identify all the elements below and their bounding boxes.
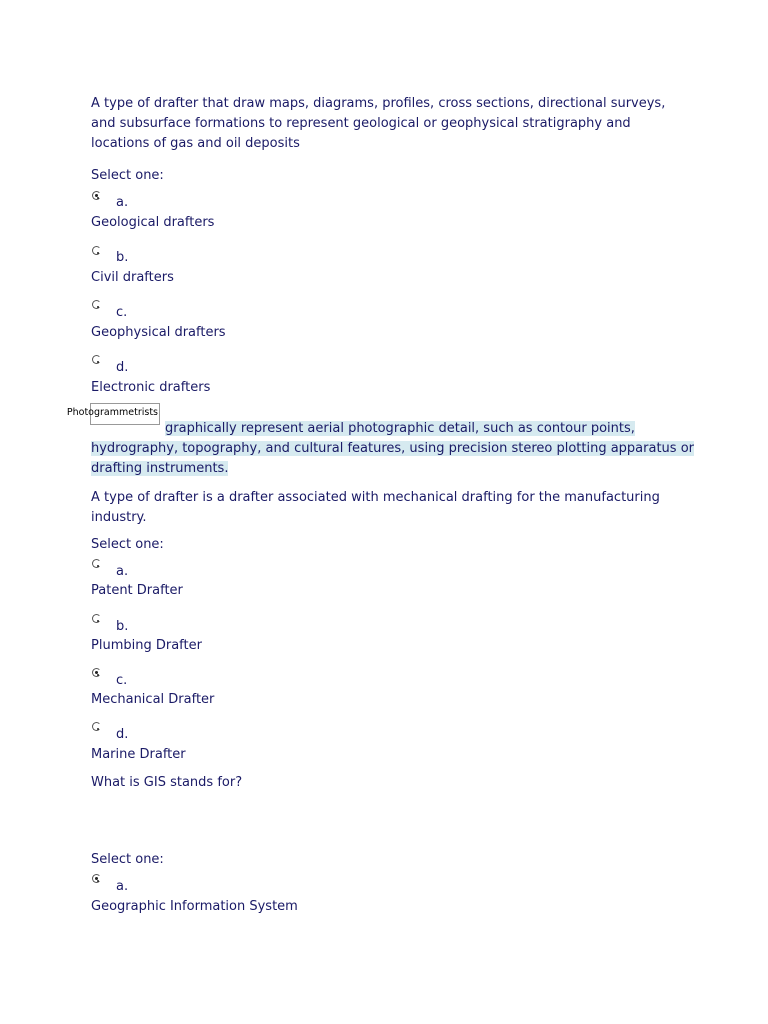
option-label: Geophysical drafters bbox=[91, 325, 226, 340]
radio-checked-icon[interactable] bbox=[92, 668, 101, 677]
radio-checked-icon[interactable] bbox=[92, 874, 101, 883]
radio-icon[interactable] bbox=[92, 300, 101, 309]
q2-line-1: graphically represent aerial photographic detail, such as contour points, bbox=[165, 421, 635, 436]
option-label: Electronic drafters bbox=[91, 380, 211, 395]
radio-icon[interactable] bbox=[92, 355, 101, 364]
q1-select-label: Select one: bbox=[91, 168, 164, 183]
option-letter: d. bbox=[116, 360, 129, 375]
q4-select-label: Select one: bbox=[91, 852, 164, 867]
option-letter: a. bbox=[116, 564, 129, 579]
q3-select-label: Select one: bbox=[91, 537, 164, 552]
option-label: Plumbing Drafter bbox=[91, 638, 202, 653]
option-label: Geological drafters bbox=[91, 215, 215, 230]
radio-icon[interactable] bbox=[92, 246, 101, 255]
option-letter: a. bbox=[116, 195, 129, 210]
answer-input-value: Photogrammetrists bbox=[66, 407, 158, 418]
option-label: Geographic Information System bbox=[91, 899, 298, 914]
option-letter: b. bbox=[116, 250, 129, 265]
option-label: Patent Drafter bbox=[91, 583, 183, 598]
option-label: Mechanical Drafter bbox=[91, 692, 215, 707]
radio-icon[interactable] bbox=[92, 722, 101, 731]
radio-checked-icon[interactable] bbox=[92, 191, 101, 200]
radio-icon[interactable] bbox=[92, 559, 101, 568]
q2-line-3: drafting instruments. bbox=[91, 461, 229, 476]
option-label: Marine Drafter bbox=[91, 747, 186, 762]
option-letter: a. bbox=[116, 879, 129, 894]
radio-icon[interactable] bbox=[92, 614, 101, 623]
q2-line-2: hydrography, topography, and cultural features, using precision stereo plotting apparatus or bbox=[91, 441, 695, 456]
option-letter: c. bbox=[116, 305, 128, 320]
q3-question: A type of drafter is a drafter associated with mechanical drafting for the manufacturing industry. bbox=[91, 490, 660, 525]
q1-question: A type of drafter that draw maps, diagrams, profiles, cross sections, directional surveys, and subsurface formations to represent geological or geophysical stratigraphy and locations of gas and oil deposits bbox=[91, 96, 666, 151]
answer-input[interactable] bbox=[66, 403, 160, 425]
option-letter: b. bbox=[116, 619, 129, 634]
option-letter: d. bbox=[116, 727, 129, 742]
option-label: Civil drafters bbox=[91, 270, 174, 285]
q4-question: What is GIS stands for? bbox=[91, 775, 243, 790]
option-letter: c. bbox=[116, 673, 128, 688]
